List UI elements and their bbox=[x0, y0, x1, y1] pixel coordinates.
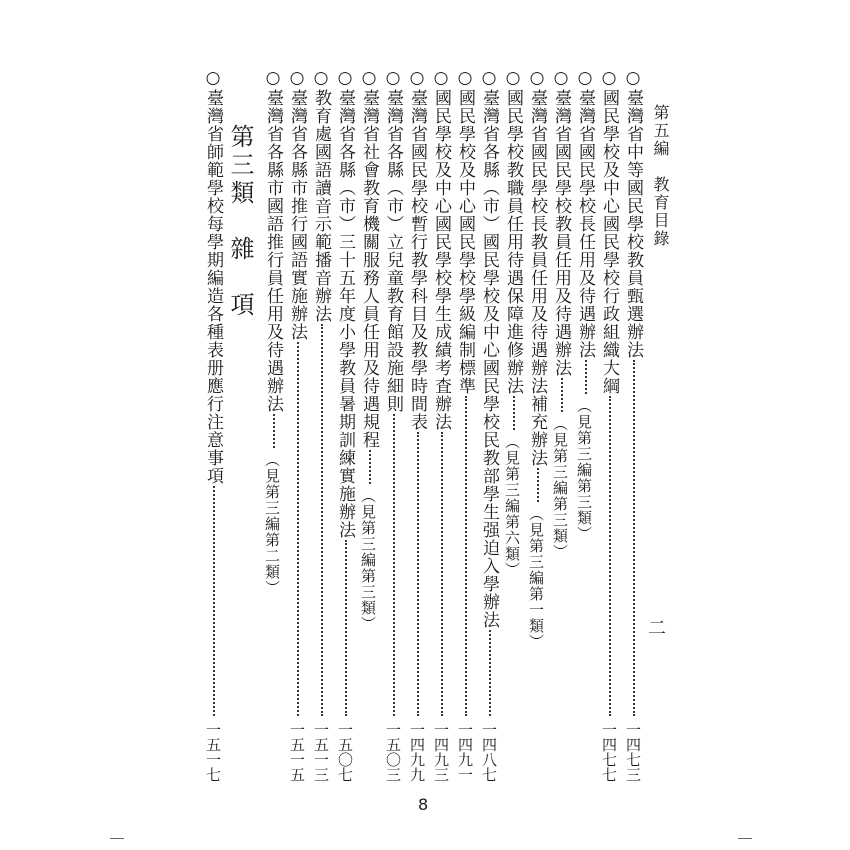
page-reference: 一五一三 bbox=[312, 722, 330, 782]
leader-dots bbox=[345, 540, 347, 716]
toc-entry-text: ○國民學校及中心國民學校學級編制標準 bbox=[455, 68, 475, 395]
cross-reference: （見第三編第三類） bbox=[359, 488, 377, 632]
toc-entry-text: ○臺灣省各縣（市）立兒童教育館設施細則 bbox=[383, 68, 403, 413]
crop-mark bbox=[110, 838, 124, 839]
page-reference: 一四七七 bbox=[600, 722, 618, 782]
leader-dots bbox=[513, 396, 515, 430]
page-reference: 一五一七 bbox=[204, 722, 222, 782]
toc-entry-text: ○臺灣省各縣市推行國語實施辦法 bbox=[287, 68, 307, 341]
toc-entry-text: ○教育處國語讀音示範播音辦法 bbox=[311, 68, 331, 323]
leader-dots bbox=[585, 360, 587, 394]
toc-entry-text: ○臺灣省國民學校長任用及待遇辦法 bbox=[575, 68, 595, 359]
cross-reference: （見第三編第三類） bbox=[551, 416, 569, 560]
leader-dots bbox=[537, 468, 539, 502]
category-heading: 第三類 雜 項 bbox=[226, 124, 254, 320]
toc-entry-text: ○臺灣省社會教育機關服務人員任用及待遇規程 bbox=[359, 68, 379, 449]
page-reference: 一五〇七 bbox=[336, 722, 354, 782]
leader-dots bbox=[489, 630, 491, 716]
leader-dots bbox=[321, 324, 323, 716]
toc-entry-text: ○臺灣省師範學校每學期編造各種表册應行注意事項 bbox=[203, 68, 223, 485]
leader-dots bbox=[417, 432, 419, 716]
toc-entry-text: ○臺灣省國民學校長教員任用及待遇辦法補充辦法 bbox=[527, 68, 547, 467]
page-reference: 一四九三 bbox=[432, 722, 450, 782]
leader-dots bbox=[633, 360, 635, 716]
crop-mark bbox=[738, 838, 752, 839]
leader-dots bbox=[441, 432, 443, 716]
cross-reference: （見第三編第二類） bbox=[263, 452, 281, 596]
leader-dots bbox=[213, 486, 215, 716]
toc-entry-text: ○臺灣省國民學校暫行教學科目及教學時間表 bbox=[407, 68, 427, 431]
page-reference: 一五〇三 bbox=[384, 722, 402, 782]
leader-dots bbox=[561, 378, 563, 412]
toc-entry-text: ○臺灣省國民學校教員任用及待遇辦法 bbox=[551, 68, 571, 377]
page-reference: 一四七三 bbox=[624, 722, 642, 782]
toc-entry-text: ○臺灣省中等國民學校教員甄選辦法 bbox=[623, 68, 643, 359]
cross-reference: （見第三編第一類） bbox=[527, 506, 545, 650]
toc-entry-text: ○國民學校及中心國民學校行政組織大綱 bbox=[599, 68, 619, 395]
leader-dots bbox=[369, 450, 371, 484]
cross-reference: （見第三編第三類） bbox=[575, 398, 593, 542]
page-number: 8 bbox=[418, 795, 429, 814]
cross-reference: （見第三編第六類） bbox=[503, 434, 521, 578]
page-reference: 一四八七 bbox=[480, 722, 498, 782]
toc-entry-text: ○國民學校及中心國民學校學生成績考査辦法 bbox=[431, 68, 451, 431]
page-reference: 一四九一 bbox=[456, 722, 474, 782]
toc-entry-text: ○臺灣省各縣（市）三十五年度小學教員暑期訓練實施辦法 bbox=[335, 68, 355, 539]
leader-dots bbox=[297, 342, 299, 716]
page-reference: 一五一五 bbox=[288, 722, 306, 782]
page-reference: 一四九九 bbox=[408, 722, 426, 782]
toc-entry-text: ○臺灣省各縣（市）國民學校及中心國民學校民教部學生强迫入學辦法 bbox=[479, 68, 499, 629]
leader-dots bbox=[273, 414, 275, 448]
leader-dots bbox=[393, 414, 395, 716]
leader-dots bbox=[609, 396, 611, 716]
chapter-header: 第五編 教育目錄 bbox=[651, 104, 670, 248]
side-page-number: 二 bbox=[645, 618, 666, 636]
leader-dots bbox=[465, 396, 467, 716]
toc-entry-text: ○臺灣省各縣市國語推行員任用及待遇辦法 bbox=[263, 68, 283, 413]
toc-entry-text: ○國民學校教職員任用待遇保障進修辦法 bbox=[503, 68, 523, 395]
